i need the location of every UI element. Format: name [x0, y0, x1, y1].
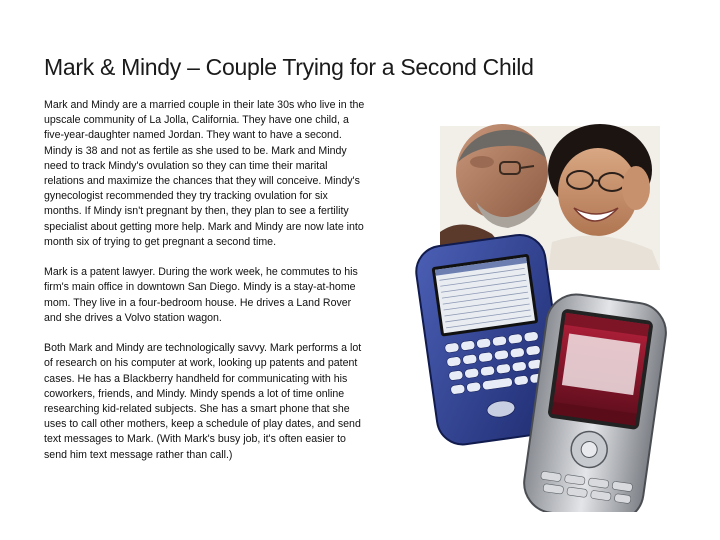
persona-description [44, 98, 366, 478]
slide-title: Mark & Mindy – Couple Trying for a Second Child [44, 54, 534, 80]
persona-photo-collage [412, 122, 670, 512]
paragraph-technology: Both Mark and Mindy are technologically savvy. Mark performs a lot of research on his computer at work, looking up patents and patent cases. He has a Blackberry handheld for communicating with his coworkers, friends, and Mindy. Mindy spends a lot of time online researching kid-related subjects. She has a smart phone that she uses to call other mothers, keep a schedule of play dates, and send text messages to Mark. (With Mark's busy job, it's often easier to send him text message rather than call.) [44, 342, 362, 461]
paragraph-lifestyle: Mark is a patent lawyer. During the work week, he commutes to his firm's main office in downtown San Diego. Mindy is a stay-at-home mom. They live in a four-bedroom house. He drives a Land Rover and she drives a Volvo station wagon. [44, 266, 358, 324]
paragraph-background: Mark and Mindy are a married couple in their late 30s who live in the upscale community of La Jolla, California. They have one child, a five-year-daughter named Jordan. They want to have a second. Mindy is 38 and not as fertile as she used to be. Mark and Mindy need to track Mindy's ovulation so they can time their marital relations and maximize the chances that they will conceive. Mindy's gynecologist recommended they try tracking ovulation for six months. If Mindy isn't pregnant by then, they plan to see a fertility specialist about getting more help. Mark and Mindy are now late into month six of trying to get pregnant a second time. [44, 99, 365, 248]
